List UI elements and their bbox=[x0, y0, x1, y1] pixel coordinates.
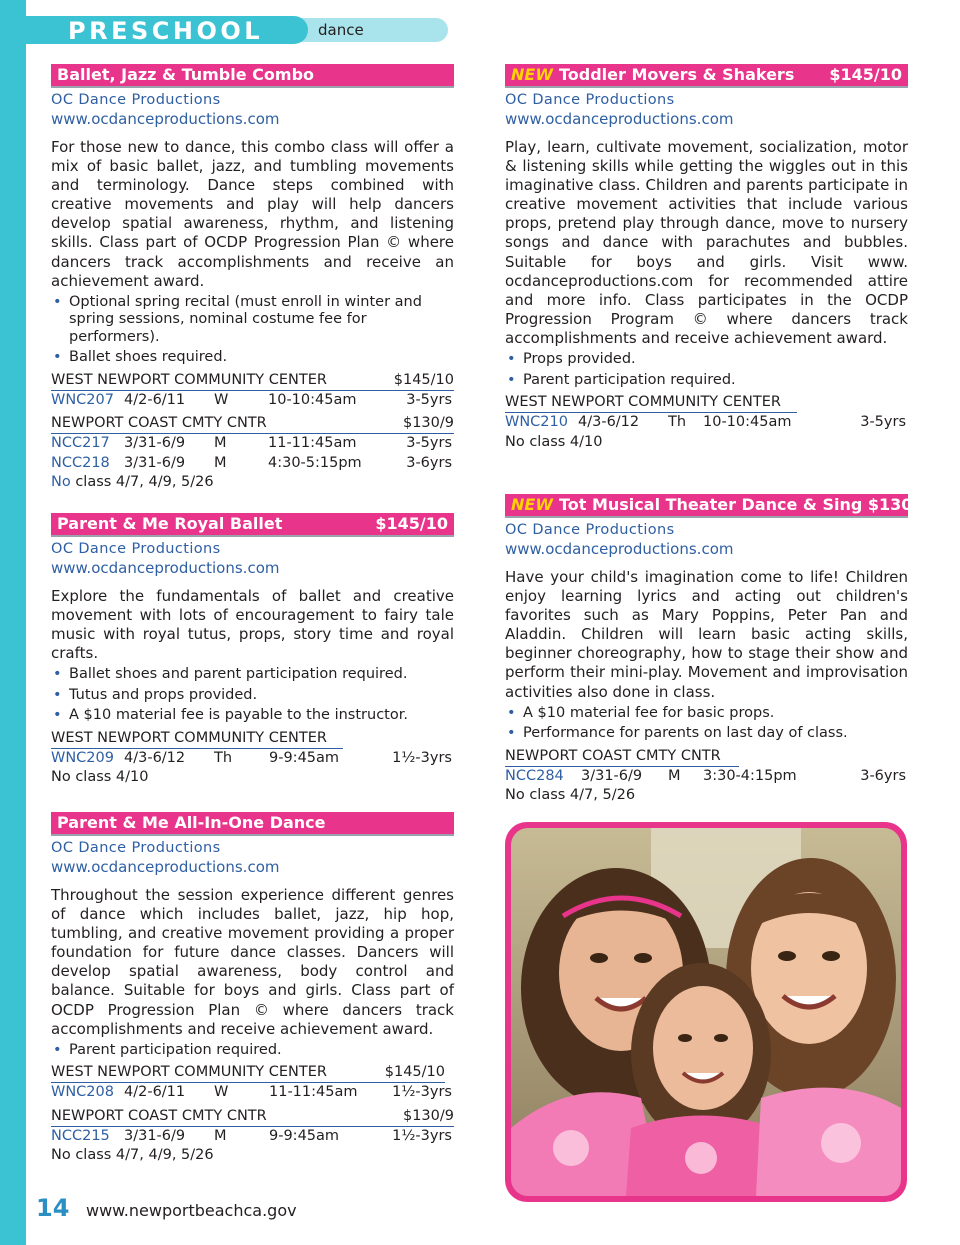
schedule-row bbox=[51, 749, 454, 769]
class-ages: 3-5yrs bbox=[860, 414, 906, 431]
class-time: 11-11:45am bbox=[268, 435, 357, 452]
class-code[interactable]: WNC208 bbox=[51, 1084, 114, 1101]
class-title: Parent & Me Royal Ballet bbox=[57, 514, 283, 533]
provider-link[interactable]: www.ocdanceproductions.com bbox=[51, 559, 280, 577]
class-description: Throughout the session experience different genres of dance which includes ballet, jazz, hip hop, tumbling, and creative movement providing a proper foundation for future dance classes. Dancers will develop spatial awareness, body control and balance. Suitable for boys and girls. Class part of OCDP Progression Plan © where dancers track accomplishments and receive achievement award. bbox=[51, 886, 454, 1038]
location-fee: $145/10 bbox=[393, 371, 454, 388]
class-ages: 1½-3yrs bbox=[392, 1127, 452, 1144]
bullet-list bbox=[505, 351, 908, 389]
class-ages: 3-6yrs bbox=[860, 767, 906, 784]
provider: OC Dance Productions bbox=[51, 840, 221, 856]
location-name: WEST NEWPORT COMMUNITY CENTER bbox=[51, 371, 328, 388]
bullet-item: • Parent participation required. bbox=[505, 372, 908, 390]
class-description: Play, learn, cultivate movement, socialization, motor & listening skills while getting the wiggles out in this imaginative class. Children and parents participate in creative movement activities that include various props, pretend play through dance, move to nursery songs and dance with parachutes and bubbles. Suitable for boys and girls. Visit www. ocdanceproductions.com for recommended attire and more info. Class participates in the OCDP Progression Program © where dancers track accomplishments and receive achievement award. bbox=[505, 138, 908, 347]
schedule-row bbox=[51, 1127, 454, 1147]
location-header bbox=[51, 729, 343, 749]
provider: OC Dance Productions bbox=[505, 92, 675, 108]
location-name: NEWPORT COAST CMTY CNTR bbox=[51, 1107, 267, 1124]
bullet-item: • A $10 material fee for basic props. bbox=[505, 705, 908, 723]
class-description: For those new to dance, this combo class will offer a mix of basic ballet, jazz, and tumbling movements and terminology. Dance steps combined with creative movements and play will help dancers develop spatial awareness, rhythm, and listening skills. Class part of OCDP Progression Plan © where dancers track accomplishments and receive an achievement award. bbox=[51, 138, 454, 290]
provider-link[interactable]: www.ocdanceproductions.com bbox=[505, 540, 734, 558]
class-title: Toddler Movers & Shakers bbox=[558, 65, 795, 84]
class-day: W bbox=[214, 391, 229, 408]
bullet-item: • Optional spring recital (must enroll in winter and spring sessions, nominal costume fee for performers). bbox=[51, 294, 454, 347]
schedule-row bbox=[505, 413, 908, 433]
class-ages: 3-5yrs bbox=[406, 391, 452, 408]
bullet-item: • Ballet shoes and parent participation required. bbox=[51, 666, 454, 684]
class-royal-ballet bbox=[51, 513, 454, 787]
no-class-prefix: No bbox=[51, 474, 71, 491]
class-title-bar bbox=[51, 513, 454, 537]
category-label: dance bbox=[318, 21, 364, 39]
no-class-note: No class 4/10 bbox=[505, 433, 603, 450]
provider: OC Dance Productions bbox=[51, 541, 221, 557]
provider-link[interactable]: www.ocdanceproductions.com bbox=[505, 110, 734, 128]
class-day: Th bbox=[668, 414, 687, 431]
children-photo-inner bbox=[511, 828, 901, 1196]
class-code[interactable]: NCC215 bbox=[51, 1127, 110, 1144]
schedule-row bbox=[51, 434, 454, 454]
provider-link[interactable]: www.ocdanceproductions.com bbox=[51, 110, 280, 128]
bullet-list bbox=[51, 666, 454, 725]
class-title-bar bbox=[51, 812, 454, 836]
class-code[interactable]: NCC284 bbox=[505, 767, 564, 784]
class-day: M bbox=[668, 767, 681, 784]
section-title: PRESCHOOL bbox=[68, 17, 264, 45]
location-fee: $130/9 bbox=[402, 1107, 454, 1124]
location-header bbox=[505, 393, 797, 413]
class-ages: 1½-3yrs bbox=[392, 749, 452, 766]
location-name: NEWPORT COAST CMTY CNTR bbox=[51, 415, 267, 432]
provider: OC Dance Productions bbox=[51, 92, 221, 108]
class-time: 9-9:45am bbox=[269, 749, 340, 766]
bullet-list bbox=[505, 705, 908, 743]
side-stripe bbox=[0, 0, 26, 1245]
no-class-note: No class 4/10 bbox=[51, 769, 149, 786]
class-time: 11-11:45am bbox=[269, 1084, 358, 1101]
class-ages: 3-6yrs bbox=[406, 454, 452, 471]
class-dates: 3/31-6/9 bbox=[124, 454, 186, 471]
class-time: 3:30-4:15pm bbox=[703, 767, 797, 784]
no-class-dates: class 4/7, 4/9, 5/26 bbox=[70, 474, 214, 491]
class-dates: 4/2-6/11 bbox=[124, 1084, 186, 1101]
class-dates: 4/3-6/12 bbox=[578, 414, 640, 431]
location-name: WEST NEWPORT COMMUNITY CENTER bbox=[505, 394, 782, 411]
class-day: M bbox=[214, 435, 227, 452]
bullet-list bbox=[51, 1042, 454, 1060]
class-title-bar bbox=[505, 494, 930, 518]
class-title-bar bbox=[505, 64, 908, 88]
new-badge: NEW bbox=[511, 495, 553, 514]
class-title: Tot Musical Theater Dance & Sing $130/9 bbox=[558, 495, 930, 514]
footer-link[interactable]: www.newportbeachca.gov bbox=[86, 1201, 297, 1220]
schedule-row bbox=[505, 767, 908, 787]
class-day: W bbox=[214, 1084, 229, 1101]
class-day: M bbox=[214, 454, 227, 471]
children-photo-illustration bbox=[511, 828, 901, 1196]
bullet-item: • A $10 material fee is payable to the instructor. bbox=[51, 707, 454, 725]
bullet-item: • Performance for parents on last day of class. bbox=[505, 725, 908, 743]
class-time: 4:30-5:15pm bbox=[268, 454, 362, 471]
children-photo bbox=[505, 822, 907, 1202]
schedule-row bbox=[51, 391, 454, 411]
location-header bbox=[51, 371, 454, 391]
class-ages: 3-5yrs bbox=[406, 435, 452, 452]
class-ages: 1½-3yrs bbox=[392, 1084, 452, 1101]
class-dates: 3/31-6/9 bbox=[581, 767, 643, 784]
bullet-item: • Parent participation required. bbox=[51, 1042, 454, 1060]
no-class-note bbox=[51, 473, 454, 492]
class-musical-theater bbox=[505, 494, 930, 805]
location-name: NEWPORT COAST CMTY CNTR bbox=[505, 747, 721, 764]
location-name: WEST NEWPORT COMMUNITY CENTER bbox=[51, 1064, 328, 1081]
bullet-item: • Props provided. bbox=[505, 351, 908, 369]
class-title-bar bbox=[51, 64, 454, 88]
class-dates: 4/3-6/12 bbox=[124, 749, 186, 766]
bullet-item: • Tutus and props provided. bbox=[51, 687, 454, 705]
new-badge: NEW bbox=[511, 65, 553, 84]
class-description: Explore the fundamentals of ballet and creative movement with lots of encouragement to fairy tale music with royal tutus, props, story time and royal crafts. bbox=[51, 587, 454, 663]
class-code[interactable]: NCC217 bbox=[51, 435, 110, 452]
class-fee: $145/10 bbox=[829, 65, 902, 84]
location-fee: $145/10 bbox=[384, 1064, 445, 1081]
location-name: WEST NEWPORT COMMUNITY CENTER bbox=[51, 729, 328, 746]
class-dates: 4/2-6/11 bbox=[124, 391, 186, 408]
class-day: M bbox=[214, 1127, 227, 1144]
class-code[interactable]: WNC209 bbox=[51, 749, 114, 766]
location-fee: $130/9 bbox=[402, 415, 454, 432]
class-dates: 3/31-6/9 bbox=[124, 1127, 186, 1144]
location-header bbox=[51, 1107, 454, 1127]
provider: OC Dance Productions bbox=[505, 522, 675, 538]
class-ballet-combo bbox=[51, 64, 454, 492]
class-title: Ballet, Jazz & Tumble Combo bbox=[57, 65, 315, 84]
class-code[interactable]: WNC210 bbox=[505, 414, 568, 431]
location-header bbox=[51, 1063, 445, 1083]
location-header bbox=[505, 747, 739, 767]
class-day: Th bbox=[214, 749, 233, 766]
location-header bbox=[51, 414, 454, 434]
class-dates: 3/31-6/9 bbox=[124, 435, 186, 452]
class-time: 10-10:45am bbox=[703, 414, 792, 431]
schedule-row bbox=[51, 1083, 454, 1103]
bullet-list bbox=[51, 294, 454, 367]
schedule-row bbox=[51, 454, 454, 474]
class-code[interactable]: WNC207 bbox=[51, 391, 114, 408]
class-time: 9-9:45am bbox=[269, 1127, 340, 1144]
no-class-note: No class 4/7, 4/9, 5/26 bbox=[51, 1147, 214, 1164]
class-description: Have your child's imagination come to life! Children enjoy learning lyrics and acting out children's favorites such as Mary Poppins, Peter Pan and Aladdin. Children will learn basic acting skills, beginner choreography, how to stage their show and perform their mini-play. Movement and improvisation activities also done in class. bbox=[505, 568, 908, 701]
no-class-note: No class 4/7, 5/26 bbox=[505, 787, 636, 804]
class-all-in-one bbox=[51, 812, 454, 1165]
class-title: Parent & Me All-In-One Dance bbox=[57, 813, 326, 832]
class-fee: $145/10 bbox=[375, 514, 448, 533]
bullet-item: • Ballet shoes required. bbox=[51, 349, 454, 367]
provider-link[interactable]: www.ocdanceproductions.com bbox=[51, 858, 280, 876]
class-toddler-movers bbox=[505, 64, 908, 452]
page-number: 14 bbox=[36, 1194, 70, 1222]
class-time: 10-10:45am bbox=[268, 391, 357, 408]
class-code[interactable]: NCC218 bbox=[51, 454, 110, 471]
